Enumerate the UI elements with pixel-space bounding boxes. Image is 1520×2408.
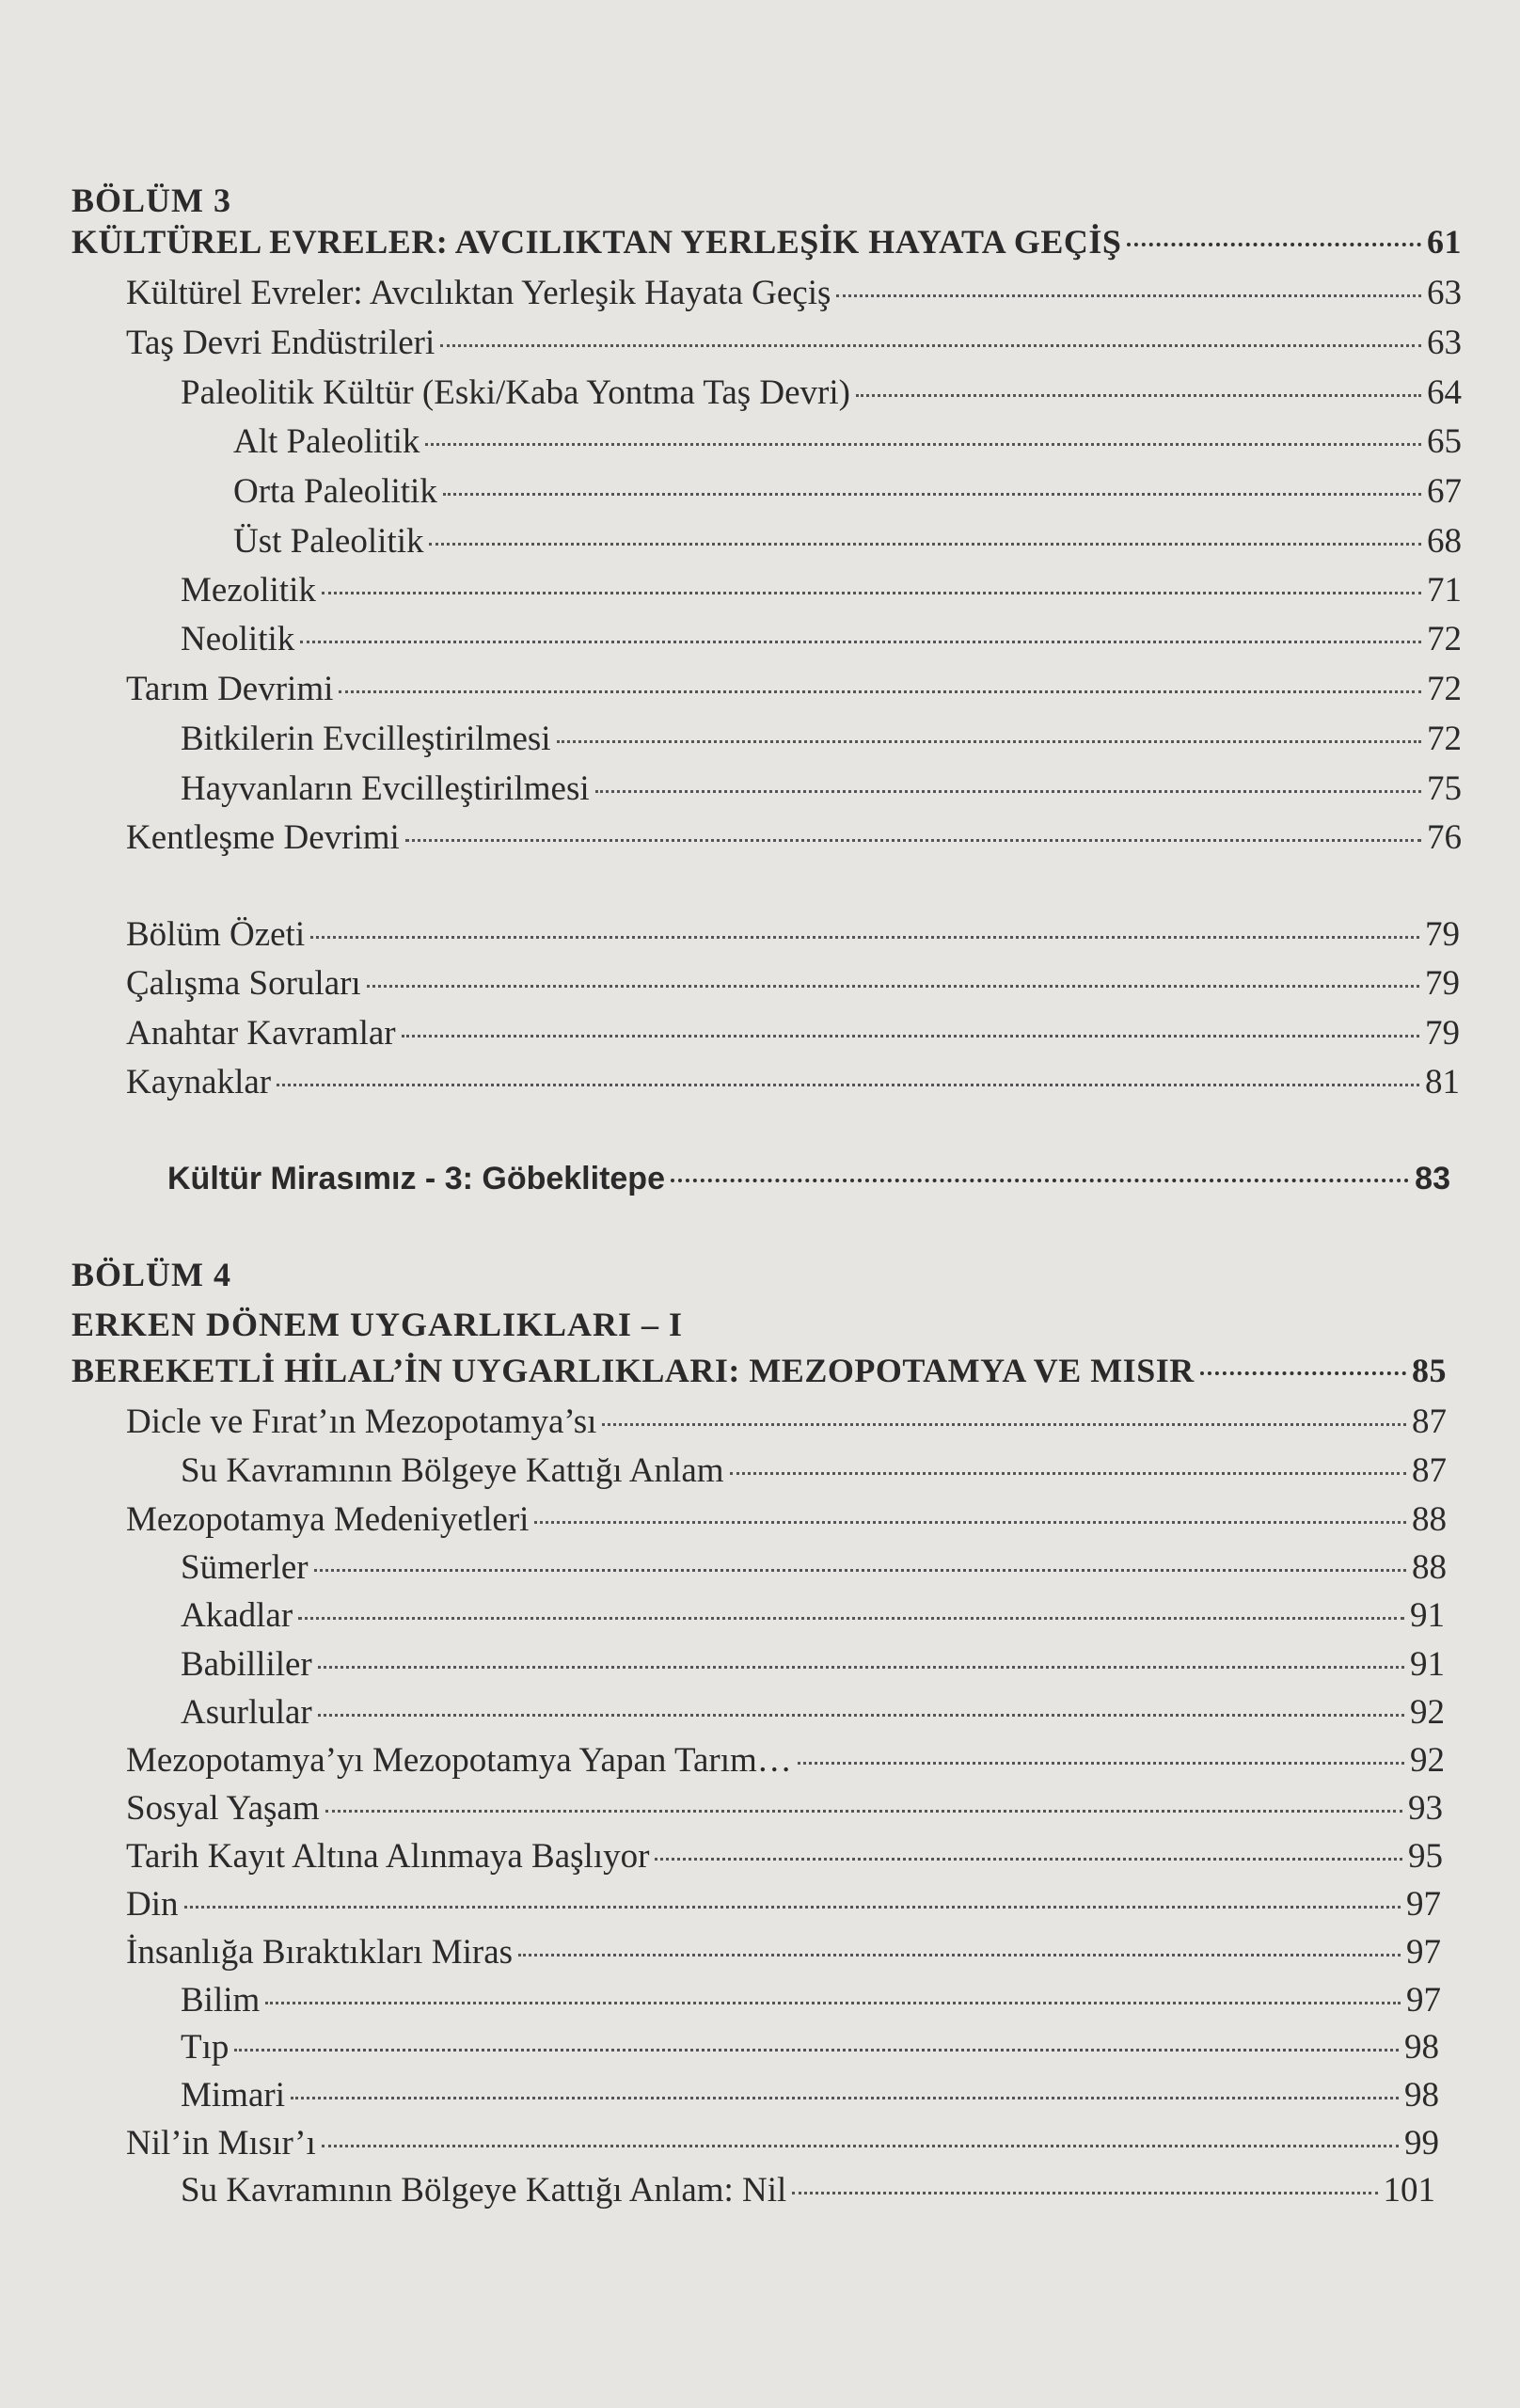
toc-entry[interactable]: Din 97 [126, 1885, 1441, 1924]
toc-entry[interactable]: Su Kavramının Bölgeye Kattığı Anlam 87 [181, 1451, 1447, 1490]
toc-entry[interactable]: Kültürel Evreler: Avcılıktan Yerleşik Hayata Geçiş 63 [126, 274, 1462, 312]
toc-entry[interactable]: Bitkilerin Evcilleştirilmesi 72 [181, 720, 1462, 758]
toc-entry[interactable]: Sümerler 88 [181, 1548, 1447, 1587]
toc-entry[interactable]: Bölüm Özeti 79 [126, 915, 1460, 954]
toc-entry[interactable]: Asurlular 92 [181, 1693, 1445, 1732]
toc-entry[interactable]: Kentleşme Devrimi 76 [126, 818, 1462, 857]
toc-entry[interactable]: Hayvanların Evcilleştirilmesi 75 [181, 769, 1462, 808]
toc-entry[interactable]: Neolitik 72 [181, 620, 1462, 658]
toc-entry[interactable]: Üst Paleolitik 68 [233, 522, 1462, 561]
toc-entry[interactable]: Babilliler 91 [181, 1645, 1445, 1684]
toc-entry[interactable]: Tarım Devrimi 72 [126, 670, 1462, 708]
chapter-4-title[interactable]: BEREKETLİ HİLAL’İN UYGARLIKLARI: MEZOPOTAMYA VE MISIR 85 [71, 1352, 1447, 1389]
toc-entry[interactable]: Mezopotamya Medeniyetleri 88 [126, 1500, 1447, 1539]
toc-entry[interactable]: İnsanlığa Bıraktıkları Miras 97 [126, 1933, 1441, 1972]
toc-entry[interactable]: Sosyal Yaşam 93 [126, 1789, 1443, 1828]
chapter-3-label: BÖLÜM 3 [71, 182, 232, 219]
chapter-4-label: BÖLÜM 4 [71, 1256, 232, 1293]
toc-entry[interactable]: Alt Paleolitik 65 [233, 422, 1462, 461]
toc-entry[interactable]: Bilim 97 [181, 1981, 1441, 2020]
chapter-3-title[interactable]: KÜLTÜREL EVRELER: AVCILIKTAN YERLEŞİK HAYATA GEÇİŞ 61 [71, 223, 1462, 261]
toc-entry-heritage[interactable]: Kültür Mirasımız - 3: Göbeklitepe 83 [167, 1161, 1450, 1196]
toc-entry[interactable]: Orta Paleolitik 67 [233, 472, 1462, 511]
chapter-4-title-line1: ERKEN DÖNEM UYGARLIKLARI – I [71, 1306, 684, 1343]
toc-entry[interactable]: Tarih Kayıt Altına Alınmaya Başlıyor 95 [126, 1837, 1443, 1876]
toc-entry[interactable]: Dicle ve Fırat’ın Mezopotamya’sı 87 [126, 1402, 1447, 1441]
toc-entry[interactable]: Anahtar Kavramlar 79 [126, 1014, 1460, 1053]
toc-entry[interactable]: Mezopotamya’yı Mezopotamya Yapan Tarım… 92 [126, 1741, 1445, 1780]
toc-entry[interactable]: Kaynaklar 81 [126, 1063, 1460, 1101]
toc-entry[interactable]: Çalışma Soruları 79 [126, 964, 1460, 1003]
toc-entry[interactable]: Su Kavramının Bölgeye Kattığı Anlam: Nil 101 [181, 2171, 1435, 2210]
toc-entry[interactable]: Taş Devri Endüstrileri 63 [126, 324, 1462, 362]
toc-entry[interactable]: Mezolitik 71 [181, 571, 1462, 610]
toc-entry[interactable]: Tıp 98 [181, 2028, 1439, 2067]
toc-entry[interactable]: Akadlar 91 [181, 1596, 1445, 1635]
toc-entry[interactable]: Nil’in Mısır’ı 99 [126, 2124, 1439, 2162]
toc-entry[interactable]: Paleolitik Kültür (Eski/Kaba Yontma Taş Devri) 64 [181, 373, 1462, 412]
toc-entry[interactable]: Mimari 98 [181, 2076, 1439, 2115]
